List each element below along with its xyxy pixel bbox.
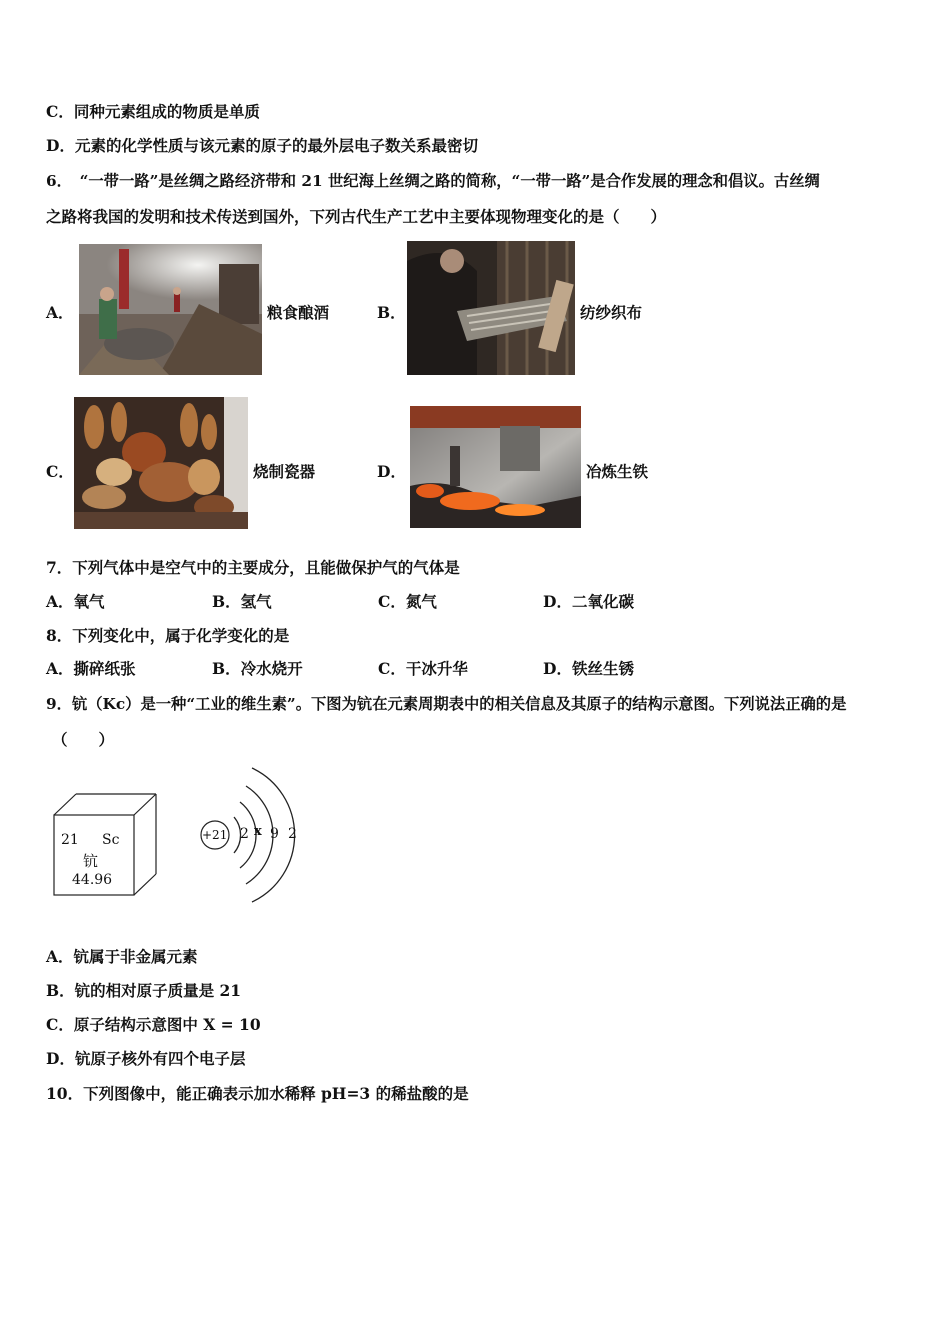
q7-option-c: C．氮气 <box>378 592 437 611</box>
smelting-photo <box>410 406 581 528</box>
q6-stem-line1: 6． “一带一路”是丝绸之路经济带和 21 世纪海上丝绸之路的简称，“一带一路”是合作发展的理念和倡议。古丝绸 <box>46 172 820 190</box>
nucleus-charge: +21 <box>202 828 228 842</box>
q8-option-c: C．干冰升华 <box>378 659 468 678</box>
atomic-mass: 44.96 <box>72 872 113 888</box>
q8-stem: 8．下列变化中，属于化学变化的是 <box>46 626 290 645</box>
atomic-number: 21 <box>61 832 79 848</box>
shell-1-electrons: 2 <box>240 826 249 842</box>
q9-option-b: B．钪的相对原子质量是 21 <box>46 981 242 1000</box>
q10-stem: 10．下列图像中，能正确表示加水稀释 pH=3 的稀盐酸的是 <box>46 1084 469 1103</box>
porcelain-photo <box>74 397 248 529</box>
q7-option-b: B．氢气 <box>212 592 272 611</box>
element-symbol: Sc <box>102 832 120 848</box>
shell-2-electrons: x <box>254 824 262 839</box>
q6-option-b-caption: 纺纱织布 <box>580 303 643 322</box>
q7-option-d: D．二氧化碳 <box>543 592 634 611</box>
q7-option-a: A．氧气 <box>46 592 105 611</box>
shell-4-electrons: 2 <box>288 826 297 842</box>
q6-option-a-label: A． <box>46 303 74 322</box>
q9-stem-line1: 9．钪（Kc）是一种“工业的维生素”。下图为钪在元素周期表中的相关信息及其原子的结构示意图。下列说法正确的是 <box>46 695 847 713</box>
q5-option-d: D．元素的化学性质与该元素的原子的最外层电子数关系最密切 <box>46 136 478 155</box>
q6-option-c-label: C． <box>46 462 74 481</box>
q6-option-d-label: D． <box>377 462 406 481</box>
q9-option-c: C．原子结构示意图中 X = 10 <box>46 1015 261 1034</box>
q8-option-a: A．撕碎纸张 <box>46 659 136 678</box>
q6-stem-line2: 之路将我国的发明和技术传送到国外，下列古代生产工艺中主要体现物理变化的是（ ） <box>46 207 667 226</box>
element-name: 钪 <box>83 852 99 870</box>
periodic-table-cell <box>52 792 162 898</box>
q7-stem: 7．下列气体中是空气中的主要成分，且能做保护气的气体是 <box>46 558 460 577</box>
q9-option-d: D．钪原子核外有四个电子层 <box>46 1049 246 1068</box>
brewing-photo <box>79 244 262 375</box>
q9-stem-line2: （ ） <box>52 730 115 749</box>
weaving-photo <box>407 241 575 375</box>
shell-3-electrons: 9 <box>270 826 279 842</box>
q6-option-b-label: B． <box>377 303 406 322</box>
q8-option-d: D．铁丝生锈 <box>543 659 634 678</box>
q5-option-c: C．同种元素组成的物质是单质 <box>46 102 260 121</box>
q9-option-a: A．钪属于非金属元素 <box>46 947 198 966</box>
q6-option-c-caption: 烧制瓷器 <box>253 462 316 481</box>
atomic-structure-diagram <box>196 762 306 908</box>
q6-option-a-caption: 粮食酿酒 <box>267 303 330 322</box>
q6-option-d-caption: 冶炼生铁 <box>586 462 649 481</box>
q8-option-b: B．冷水烧开 <box>212 659 303 678</box>
